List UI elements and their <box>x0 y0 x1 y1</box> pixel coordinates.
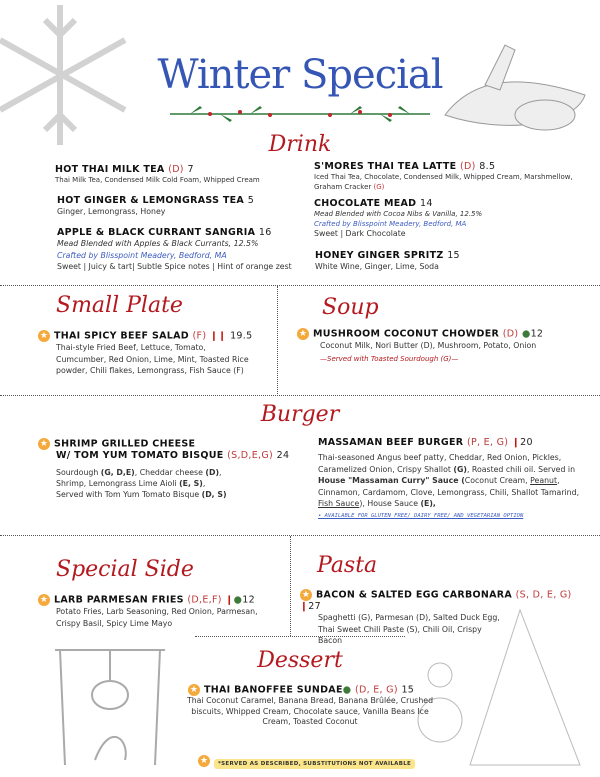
footnote: ★ *SERVED AS DESCRIBED, SUBSTITUTIONS NOT AVAILABLE <box>198 750 415 769</box>
divider <box>290 536 291 636</box>
menu-item: ★ SHRIMP GRILLED CHEESE W/ TOM YUM TOMATO BISQUE (S,D,E,G) 24 Sourdough (G, D,E), Cheddar cheese (D), Shrimp, Lemongrass Lime Aioli (E, S), Served with Tom Yum Tomato Bisque (D, S) <box>39 438 290 499</box>
menu-item: ★ LARB PARMESAN FRIES (D,E,F) ❙●12 Potato Fries, Larb Seasoning, Red Onion, Parmesan, Crispy Basil, Spicy Lime Mayo <box>39 594 258 628</box>
divider <box>0 285 600 286</box>
chili-icon: ❙❙ <box>209 330 227 342</box>
divider <box>0 535 600 536</box>
menu-item: CHOCOLATE MEAD 14 Mead Blended with Cocoa Nibs & Vanilla, 12.5% Crafted by Blisspoint Meadery, Bedford, MA Sweet | Dark Chocolate <box>314 198 483 238</box>
section-heading-pasta: Pasta <box>317 553 378 578</box>
section-heading-special-side: Special Side <box>56 557 194 582</box>
menu-item: HONEY GINGER SPRITZ 15 White Wine, Ginger, Lime, Soda <box>315 250 460 271</box>
chili-icon: ❙ <box>300 601 309 612</box>
menu-item: ★ BACON & SALTED EGG CARBONARA (S, D, E, G) ❙27 Spaghetti (G), Parmesan (D), Salted Duck Egg, Thai Sweet Chili Paste (S), Chili Oil, Crispy Bacon <box>300 589 572 645</box>
chili-icon: ❙ <box>511 437 521 448</box>
divider <box>277 286 278 394</box>
section-heading-drink: Drink <box>268 132 332 157</box>
menu-item: ★ THAI SPICY BEEF SALAD (F) ❙❙ 19.5 Thai-style Fried Beef, Lettuce, Tomato, Cumcumber, Red Onion, Lime, Mint, Toasted Rice powder, Chili flakes, Lemongrass, Fish Sauce (F) <box>39 330 253 375</box>
divider <box>0 395 600 396</box>
star-icon: ★ <box>301 590 311 600</box>
section-heading-soup: Soup <box>322 295 379 320</box>
star-icon: ★ <box>39 595 49 605</box>
section-heading-small-plate: Small Plate <box>56 293 183 318</box>
menu-item: HOT GINGER & LEMONGRASS TEA 5 Ginger, Lemongrass, Honey <box>57 195 255 216</box>
menu-item: ★ THAI BANOFFEE SUNDAE● (D, E, G) 15 Thai Coconut Caramel, Banana Bread, Banana Brûlée, Crushed biscuits, Whipped Cream, Chocolate sauce, Vanilla Beans Ice Cream, Toasted Coconut <box>186 684 434 726</box>
leaf-icon: ● <box>342 684 352 696</box>
leaf-icon: ● <box>233 594 243 606</box>
star-icon: ★ <box>298 329 308 339</box>
menu-item: HOT THAI MILK TEA (D) 7 Thai Milk Tea, Condensed Milk Cold Foam, Whipped Cream <box>55 164 260 184</box>
star-icon: ★ <box>199 755 209 766</box>
page-title: Winter Special <box>157 52 443 98</box>
menu-item: MASSAMAN BEEF BURGER (P, E, G) ❙20 Thai-seasoned Angus beef patty, Cheddar, Red Onion, Pickles, Caramelized Onion, Crispy Shallot (G), Roasted chili oil. Served in House "Massaman Curry" Sauce (Coconut Cream, Peanut, Cinnamon, Cardamom, Clove, Lemongrass, Chili, Shallot Tamarind, Fish Sauce), House Sauce (E), • AVAILABLE FOR GLUTEN FREE/ DAIRY FREE/ AND VEGETARIAN OPTION <box>318 437 580 519</box>
garland-decoration <box>160 100 440 128</box>
section-heading-dessert: Dessert <box>257 648 343 673</box>
chili-icon: ❙ <box>225 594 234 606</box>
menu-item: ★ MUSHROOM COCONUT CHOWDER (D) ●12 Coconut Milk, Nori Butter (D), Mushroom, Potato, Onion —Served with Toasted Sourdough (G)— <box>298 328 544 363</box>
leaf-icon: ● <box>521 328 531 340</box>
menu-item: S'MORES THAI TEA LATTE (D) 8.5 Iced Thai Tea, Chocolate, Condensed Milk, Whipped Cream, Marshmellow, Graham Cracker (G) <box>314 161 573 191</box>
dietary-option-link[interactable]: AVAILABLE FOR GLUTEN FREE/ DAIRY FREE/ AND VEGETARIAN OPTION <box>324 512 524 519</box>
star-icon: ★ <box>39 331 49 341</box>
section-heading-burger: Burger <box>260 402 340 427</box>
menu-item: APPLE & BLACK CURRANT SANGRIA 16 Mead Blended with Apples & Black Currants, 12.5% Crafted by Blisspoint Meadery, Bedford, MA Sweet | Juicy & tart| Subtle Spice notes | Hint of orange zest <box>57 227 292 271</box>
star-icon: ★ <box>39 439 49 449</box>
star-icon: ★ <box>189 685 199 695</box>
